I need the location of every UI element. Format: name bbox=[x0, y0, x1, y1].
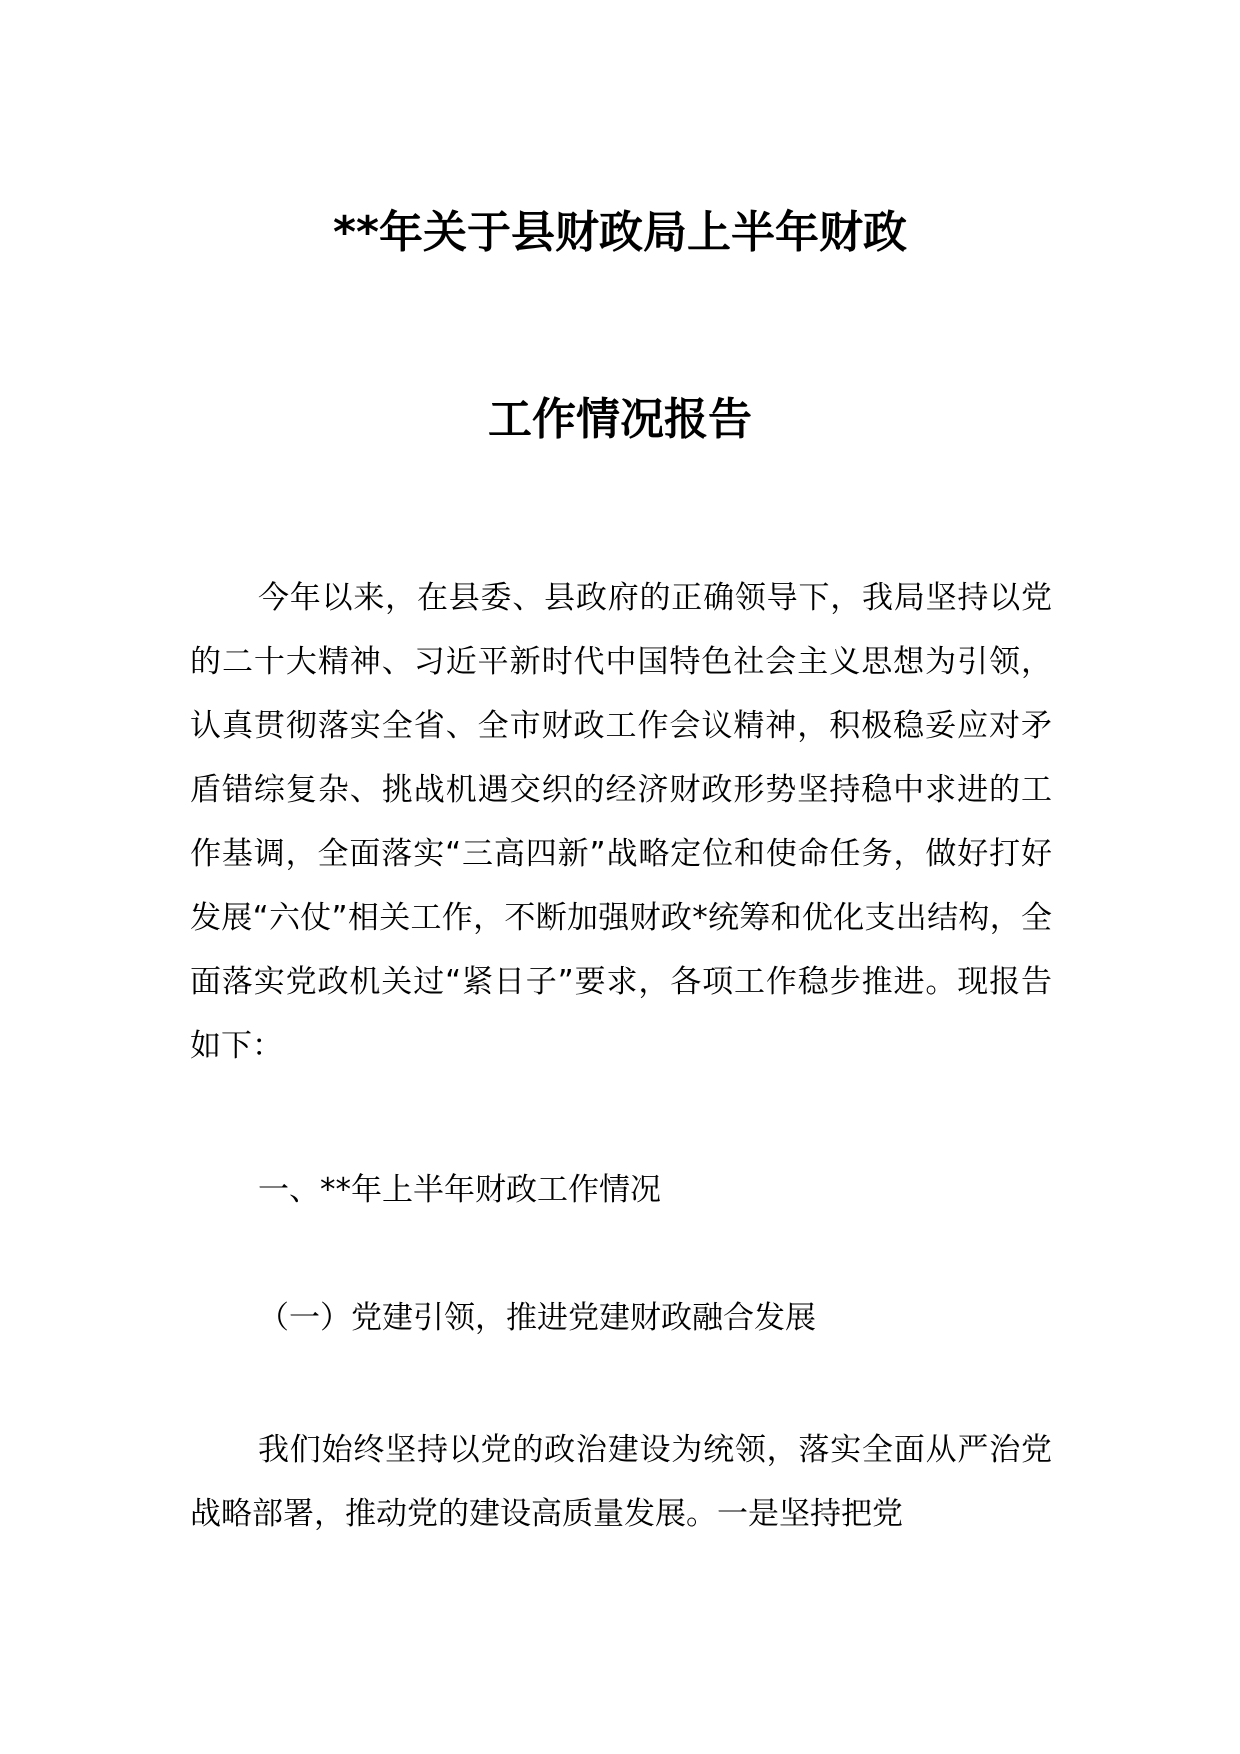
document-title-line-1: **年关于县财政局上半年财政 bbox=[332, 207, 908, 258]
document-title-line-2: 工作情况报告 bbox=[488, 394, 752, 445]
subsection-heading: （一）党建引领，推进党建财政融合发展 bbox=[258, 1300, 816, 1336]
section-heading: 一、**年上半年财政工作情况 bbox=[258, 1172, 661, 1208]
body-paragraph: 我们始终坚持以党的政治建设为统领，落实全面从严治党战略部署，推动党的建设高质量发展。一是坚持把党 bbox=[190, 1432, 1052, 1532]
intro-paragraph: 今年以来，在县委、县政府的正确领导下，我局坚持以党的二十大精神、习近平新时代中国特色社会主义思想为引领，认真贯彻落实全省、全市财政工作会议精神，积极稳妥应对矛盾错综复杂、挑战机遇交织的经济财政形势坚持稳中求进的工作基调，全面落实“三高四新”战略定位和使命任务，做好打好发展“六仗”相关工作，不断加强财政*统筹和优化支出结构，全面落实党政机关过“紧日子”要求，各项工作稳步推进。现报告如下： bbox=[190, 580, 1052, 1064]
